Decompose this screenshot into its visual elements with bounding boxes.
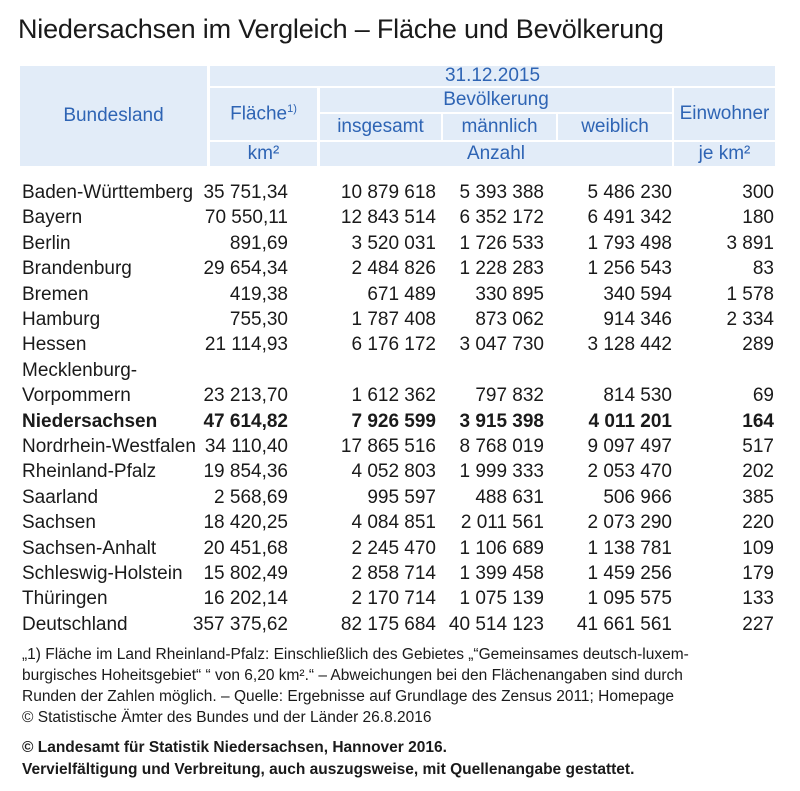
- cell-name: Bayern: [22, 207, 83, 229]
- cell-dichte: 180: [742, 207, 774, 229]
- header-unit-km2: [210, 142, 317, 166]
- page-title: Niedersachsen im Vergleich – Fläche und Bevölkerung: [18, 14, 664, 44]
- table-row: [0, 231, 800, 256]
- table-row: [0, 307, 800, 332]
- table-row: [0, 256, 800, 281]
- cell-weiblich: 3 128 442: [587, 334, 672, 356]
- cell-flaeche: 891,69: [229, 232, 288, 254]
- footnote-line: burgisches Hoheitsgebiet“ “ von 6,20 km².“ – Abweichungen bei den Flächenangaben sind durch: [22, 667, 683, 684]
- header-date: [210, 66, 775, 86]
- cell-flaeche: 419,38: [229, 283, 288, 305]
- cell-name: Thüringen: [22, 588, 108, 610]
- cell-name: Brandenburg: [22, 258, 132, 280]
- header-unit-km2-label: km²: [247, 143, 280, 164]
- cell-insgesamt: 1 612 362: [351, 385, 436, 407]
- table-row: [0, 586, 800, 611]
- copyright-notice: [22, 737, 792, 781]
- cell-insgesamt: 4 052 803: [351, 461, 436, 483]
- cell-maennlich: 330 895: [475, 283, 544, 305]
- cell-flaeche: 23 213,70: [203, 385, 288, 407]
- table-row: [0, 409, 800, 434]
- cell-weiblich: 1 138 781: [587, 537, 672, 559]
- header-bevoelkerung: [320, 88, 672, 112]
- cell-insgesamt: 3 520 031: [351, 232, 436, 254]
- cell-name: Hamburg: [22, 309, 101, 330]
- cell-maennlich: 488 631: [475, 486, 544, 508]
- header-insgesamt-label: insgesamt: [337, 116, 424, 137]
- cell-dichte: 300: [742, 182, 774, 203]
- header-insgesamt: [320, 114, 441, 140]
- header-einwohner: [674, 88, 775, 140]
- header-weiblich-label: weiblich: [581, 116, 649, 137]
- cell-flaeche: 18 420,25: [203, 512, 288, 534]
- cell-insgesamt: 995 597: [367, 486, 436, 508]
- cell-name: Berlin: [22, 232, 71, 254]
- cell-flaeche: 19 854,36: [203, 461, 288, 483]
- cell-weiblich: 506 966: [603, 486, 672, 508]
- cell-dichte: 2 334: [726, 309, 774, 330]
- header-maennlich-label: männlich: [461, 116, 538, 137]
- cell-name: Schleswig-Holstein: [22, 563, 183, 584]
- cell-name: Baden-Württemberg: [22, 182, 194, 203]
- footnote: [22, 644, 782, 728]
- table-row: [0, 612, 800, 637]
- cell-flaeche: 35 751,34: [203, 182, 288, 203]
- cell-name: Bremen: [22, 283, 89, 305]
- cell-insgesamt: 12 843 514: [340, 207, 436, 229]
- header-flaeche-label: Fläche$^{1)}$: [230, 102, 297, 125]
- footnote-line: Runden der Zahlen möglich. – Quelle: Ergebnisse auf Grundlage des Zensus 2011; Homepage: [22, 688, 674, 705]
- cell-dichte: 83: [752, 258, 774, 280]
- header-unit-anzahl: [320, 142, 672, 166]
- cell-insgesamt: 82 175 684: [340, 613, 436, 635]
- cell-name: Sachsen-Anhalt: [22, 537, 157, 559]
- cell-flaeche: 16 202,14: [203, 588, 288, 610]
- cell-name: Nordrhein-Westfalen: [22, 436, 196, 457]
- cell-weiblich: 2 073 290: [587, 512, 672, 534]
- cell-maennlich: 6 352 172: [459, 207, 544, 229]
- table-row: [0, 536, 800, 561]
- cell-flaeche: 20 451,68: [203, 537, 288, 559]
- header-einwohner-label: Einwohner: [679, 103, 770, 124]
- cell-name: Vorpommern: [22, 385, 131, 407]
- cell-flaeche: 34 110,40: [204, 436, 288, 457]
- cell-name: Hessen: [22, 334, 87, 356]
- cell-maennlich: 8 768 019: [459, 436, 544, 457]
- cell-insgesamt: 10 879 618: [340, 182, 436, 203]
- cell-name: Sachsen: [22, 512, 96, 534]
- cell-weiblich: 41 661 561: [576, 613, 672, 635]
- cell-maennlich: 3 915 398: [459, 410, 544, 432]
- cell-flaeche: 15 802,49: [203, 563, 288, 584]
- table-row: [0, 205, 800, 230]
- cell-maennlich: 5 393 388: [459, 182, 544, 203]
- cell-dichte: 227: [742, 613, 774, 635]
- footnote-marker: 1): [287, 102, 297, 115]
- cell-flaeche: 70 550,11: [204, 207, 288, 229]
- table-row: [0, 383, 800, 408]
- cell-maennlich: 1 726 533: [459, 232, 544, 254]
- cell-insgesamt: 4 084 851: [351, 512, 436, 534]
- cell-dichte: 109: [742, 537, 774, 559]
- copyright-line: © Landesamt für Statistik Niedersachsen, Hannover 2016.: [22, 739, 447, 756]
- header-unit-anzahl-label: Anzahl: [466, 143, 526, 164]
- cell-insgesamt: 671 489: [367, 283, 436, 305]
- cell-dichte: 202: [742, 461, 774, 483]
- table-row: [0, 485, 800, 510]
- cell-dichte: 289: [742, 334, 774, 356]
- cell-maennlich: 3 047 730: [459, 334, 544, 356]
- table-row: [0, 561, 800, 586]
- cell-insgesamt: 1 787 408: [351, 309, 436, 330]
- cell-maennlich: 1 228 283: [459, 258, 544, 280]
- cell-maennlich: 1 399 458: [459, 563, 544, 584]
- cell-dichte: 69: [752, 385, 774, 407]
- cell-insgesamt: 2 245 470: [351, 537, 436, 559]
- cell-maennlich: 1 106 689: [459, 537, 544, 559]
- footnote-line: © Statistische Ämter des Bundes und der Länder 26.8.2016: [22, 709, 432, 726]
- cell-weiblich: 814 530: [603, 385, 672, 407]
- cell-insgesamt: 6 176 172: [351, 334, 436, 356]
- header-bevoelkerung-label: Bevölkerung: [443, 89, 549, 110]
- cell-weiblich: 1 095 575: [587, 588, 672, 610]
- cell-maennlich: 2 011 561: [460, 512, 544, 534]
- cell-maennlich: 40 514 123: [448, 613, 544, 635]
- cell-name: Saarland: [22, 486, 99, 508]
- cell-dichte: 133: [742, 588, 774, 610]
- cell-dichte: 220: [742, 512, 774, 534]
- cell-weiblich: 6 491 342: [587, 207, 672, 229]
- cell-weiblich: 4 011 201: [588, 410, 672, 432]
- cell-maennlich: 873 062: [475, 309, 544, 330]
- cell-flaeche: 21 114,93: [204, 334, 288, 356]
- cell-dichte: 164: [742, 410, 774, 432]
- cell-maennlich: 797 832: [475, 385, 544, 407]
- header-date-label: 31.12.2015: [444, 65, 541, 86]
- cell-weiblich: 1 793 498: [587, 232, 672, 254]
- cell-weiblich: 914 346: [603, 309, 672, 330]
- header-unit-je-km2-label: je km²: [698, 143, 751, 164]
- cell-weiblich: 340 594: [603, 283, 672, 305]
- header-bundesland-label: Bundesland: [63, 105, 164, 126]
- cell-dichte: 179: [742, 563, 774, 584]
- cell-name: Niedersachsen: [22, 410, 158, 432]
- cell-name: Rheinland-Pfalz: [22, 461, 157, 483]
- table-row: [0, 510, 800, 535]
- table-row: [0, 332, 800, 357]
- header-flaeche: [210, 88, 317, 140]
- table-row: [0, 358, 800, 383]
- cell-insgesamt: 17 865 516: [340, 436, 436, 457]
- cell-insgesamt: 7 926 599: [351, 410, 436, 432]
- cell-weiblich: 1 459 256: [587, 563, 672, 584]
- footnote-line: „1) Fläche im Land Rheinland-Pfalz: Einschließlich des Gebietes „“Gemeinsames deutsch-luxem-: [22, 646, 689, 663]
- cell-insgesamt: 2 484 826: [351, 258, 436, 280]
- cell-flaeche: 29 654,34: [203, 258, 288, 280]
- cell-maennlich: 1 075 139: [459, 588, 544, 610]
- cell-name: Mecklenburg-: [22, 359, 138, 381]
- cell-flaeche: 2 568,69: [214, 486, 288, 508]
- cell-flaeche: 755,30: [229, 309, 288, 330]
- cell-flaeche: 357 375,62: [192, 613, 288, 635]
- table-row: [0, 282, 800, 307]
- cell-dichte: 385: [742, 486, 774, 508]
- cell-insgesamt: 2 858 714: [351, 563, 436, 584]
- cell-weiblich: 2 053 470: [587, 461, 672, 483]
- table-row: [0, 180, 800, 205]
- cell-maennlich: 1 999 333: [459, 461, 544, 483]
- header-maennlich: [443, 114, 556, 140]
- copyright-line: Vervielfältigung und Verbreitung, auch auszugsweise, mit Quellenangabe gestattet.: [22, 761, 635, 778]
- cell-flaeche: 47 614,82: [203, 410, 288, 432]
- cell-dichte: 517: [742, 436, 774, 457]
- cell-weiblich: 5 486 230: [587, 182, 672, 203]
- header-weiblich: [558, 114, 672, 140]
- cell-weiblich: 1 256 543: [587, 258, 672, 280]
- cell-name: Deutschland: [22, 613, 128, 635]
- header-bundesland: [20, 66, 207, 166]
- cell-insgesamt: 2 170 714: [351, 588, 436, 610]
- cell-dichte: 3 891: [726, 232, 774, 254]
- cell-dichte: 1 578: [726, 283, 774, 305]
- table-row: [0, 434, 800, 459]
- table-row: [0, 459, 800, 484]
- header-unit-je-km2: [674, 142, 775, 166]
- cell-weiblich: 9 097 497: [587, 436, 672, 457]
